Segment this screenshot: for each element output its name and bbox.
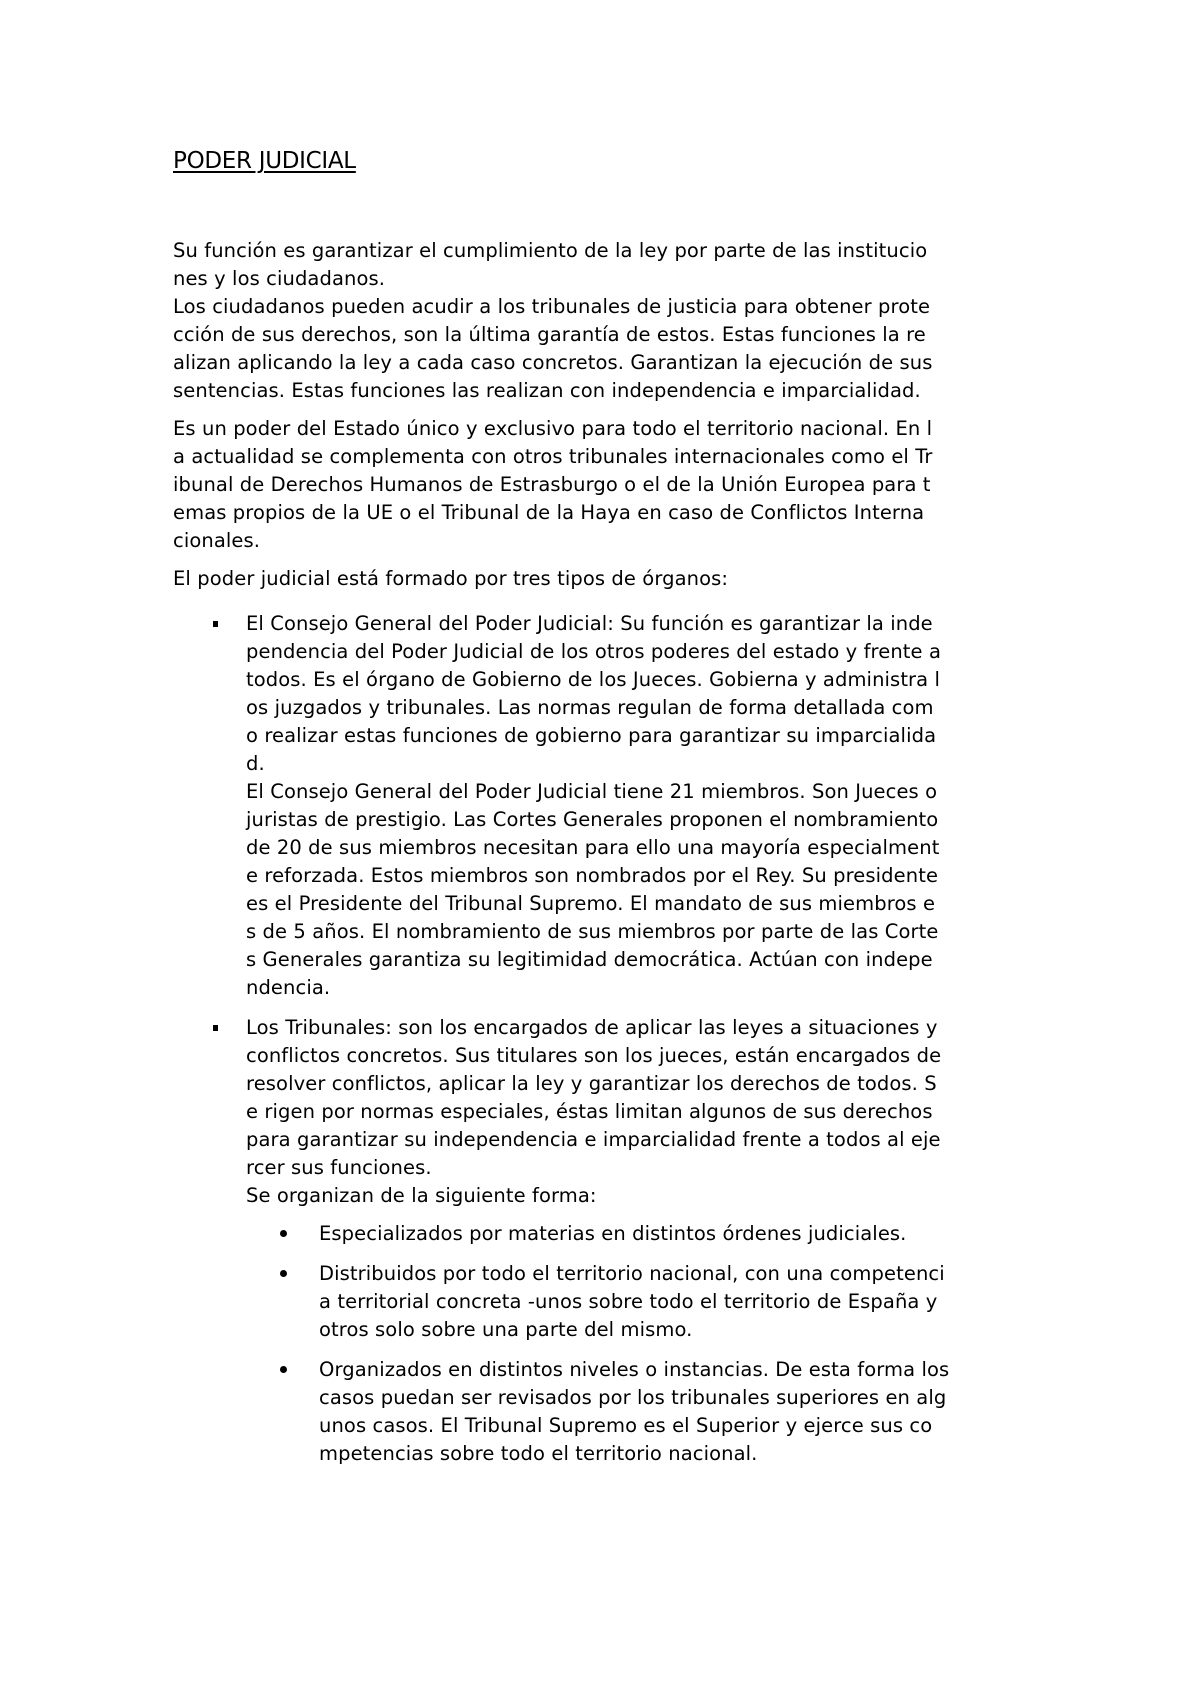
round-bullet-icon — [280, 1230, 287, 1237]
text-line: os juzgados y tribunales. Las normas regulan de forma detallada com — [246, 696, 934, 719]
list-item-consejo-general — [173, 610, 1043, 1002]
text-line: todos. Es el órgano de Gobierno de los Jueces. Gobierna y administra l — [246, 668, 941, 691]
text-line: e reforzada. Estos miembros son nombrados por el Rey. Su presidente — [246, 864, 939, 887]
text-line: mpetencias sobre todo el territorio nacional. — [319, 1442, 758, 1465]
text-line: cionales. — [173, 529, 261, 552]
list-item-tribunales — [173, 1014, 1043, 1468]
text-line: Es un poder del Estado único y exclusivo para todo el territorio nacional. En l — [173, 417, 933, 440]
text-line: El Consejo General del Poder Judicial tiene 21 miembros. Son Jueces o — [246, 780, 938, 803]
text-line: s Generales garantiza su legitimidad democrática. Actúan con indepe — [246, 948, 933, 971]
text-line: El Consejo General del Poder Judicial: Su función es garantizar la inde — [246, 612, 933, 635]
intro-paragraph-3 — [173, 565, 1043, 593]
intro-paragraph-1 — [173, 237, 1043, 405]
text-line: Especializados por materias en distintos órdenes judiciales. — [319, 1222, 907, 1245]
text-line: d. — [246, 752, 265, 775]
text-line: para garantizar su independencia e imparcialidad frente a todos al eje — [246, 1128, 941, 1151]
text-line: conflictos concretos. Sus titulares son los jueces, están encargados de — [246, 1044, 942, 1067]
text-line: es el Presidente del Tribunal Supremo. El mandato de sus miembros e — [246, 892, 936, 915]
sub-list-item — [246, 1260, 1043, 1344]
text-line: de 20 de sus miembros necesitan para ello una mayoría especialment — [246, 836, 940, 859]
text-line: sentencias. Estas funciones las realizan con independencia e imparcialidad. — [173, 379, 921, 402]
page-title: PODER JUDICIAL — [173, 148, 356, 174]
intro-paragraph-2 — [173, 415, 1043, 555]
text-line: ndencia. — [246, 976, 331, 999]
text-line: Organizados en distintos niveles o instancias. De esta forma los — [319, 1358, 950, 1381]
text-line: Su función es garantizar el cumplimiento de la ley por parte de las institucio — [173, 239, 928, 262]
text-line: pendencia del Poder Judicial de los otros poderes del estado y frente a — [246, 640, 941, 663]
document-body — [173, 237, 1043, 1468]
text-line: cción de sus derechos, son la última garantía de estos. Estas funciones la re — [173, 323, 926, 346]
text-line: Distribuidos por todo el territorio nacional, con una competenci — [319, 1262, 945, 1285]
text-line: rcer sus funciones. — [246, 1156, 432, 1179]
text-line: alizan aplicando la ley a cada caso concretos. Garantizan la ejecución de sus — [173, 351, 933, 374]
round-bullet-icon — [280, 1366, 287, 1373]
tribunales-organization-list — [246, 1220, 1043, 1468]
organs-list — [173, 610, 1043, 1468]
text-line: o realizar estas funciones de gobierno para garantizar su imparcialida — [246, 724, 937, 747]
square-bullet-icon — [213, 1025, 218, 1031]
text-line: resolver conflictos, aplicar la ley y garantizar los derechos de todos. S — [246, 1072, 937, 1095]
text-line: ibunal de Derechos Humanos de Estrasburgo o el de la Unión Europea para t — [173, 473, 931, 496]
square-bullet-icon — [213, 621, 218, 627]
sub-list-item — [246, 1356, 1043, 1468]
text-line: e rigen por normas especiales, éstas limitan algunos de sus derechos — [246, 1100, 933, 1123]
round-bullet-icon — [280, 1270, 287, 1277]
text-line: nes y los ciudadanos. — [173, 267, 386, 290]
text-line: casos puedan ser revisados por los tribunales superiores en alg — [319, 1386, 947, 1409]
text-line: otros solo sobre una parte del mismo. — [319, 1318, 693, 1341]
sub-list-item — [246, 1220, 1043, 1248]
text-line: juristas de prestigio. Las Cortes Generales proponen el nombramiento — [246, 808, 939, 831]
text-line: unos casos. El Tribunal Supremo es el Superior y ejerce sus co — [319, 1414, 933, 1437]
text-line: Se organizan de la siguiente forma: — [246, 1184, 597, 1207]
text-line: a actualidad se complementa con otros tribunales internacionales como el Tr — [173, 445, 933, 468]
text-line: El poder judicial está formado por tres tipos de órganos: — [173, 567, 729, 590]
text-line: s de 5 años. El nombramiento de sus miembros por parte de las Corte — [246, 920, 939, 943]
text-line: a territorial concreta -unos sobre todo el territorio de España y — [319, 1290, 938, 1313]
text-line: Los Tribunales: son los encargados de aplicar las leyes a situaciones y — [246, 1016, 938, 1039]
text-line: Los ciudadanos pueden acudir a los tribunales de justicia para obtener prote — [173, 295, 931, 318]
text-line: emas propios de la UE o el Tribunal de la Haya en caso de Conflictos Interna — [173, 501, 925, 524]
